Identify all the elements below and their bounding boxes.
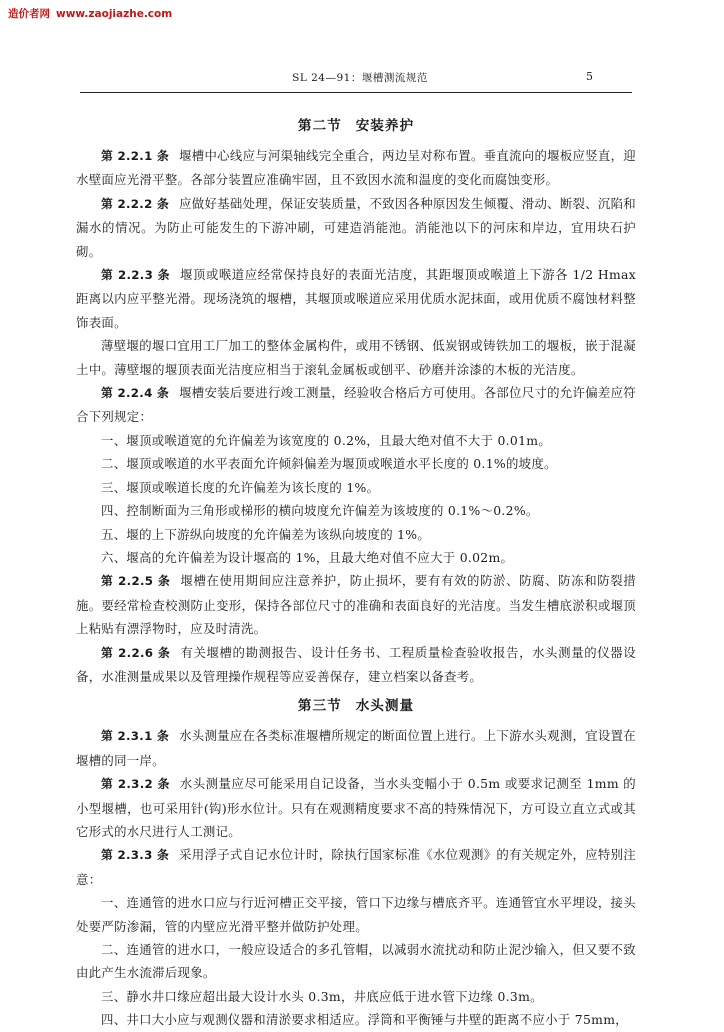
paragraph-text: 四、井口大小应与观测仪器和清淤要求相适应。浮筒和平衡锤与井壁的距离不应小于 75mm， — [101, 1012, 628, 1028]
header-rule — [80, 92, 632, 93]
paragraph-text: 四、控制断面为三角形或梯形的横向坡度允许偏差为该坡度的 0.1%～0.2%。 — [101, 503, 539, 519]
paragraph-text: 堰槽安装后要进行竣工测量，经验收合格后方可使用。各部位尺寸的允许偏差应符合下列规定： — [76, 385, 636, 425]
paragraph — [76, 891, 636, 938]
paragraph — [76, 381, 636, 429]
document-body — [76, 108, 636, 1032]
watermark — [8, 6, 178, 21]
clause-number: 第 2.2.3 条 — [101, 268, 171, 283]
paragraph-text: 薄壁堰的堰口宜用工厂加工的整体金属构件，或用不锈钢、低炭钢或铸铁加工的堰板，嵌于混凝土中。薄壁堰的堰顶表面光洁度应相当于滚轧金属板或刨平、砂磨并涂漆的木板的光洁度。 — [76, 338, 636, 377]
section-heading-text: 安装养护 — [355, 118, 415, 134]
paragraph-text: 堰槽中心线应与河渠轴线完全重合，两边呈对称布置。垂直流向的堰板应竖直，迎水壁面应光滑平整。各部分装置应准确牢固，且不致因水流和温度的变化而腐蚀变形。 — [76, 148, 636, 188]
paragraph — [76, 263, 636, 334]
paragraph — [76, 192, 636, 263]
paragraph-text: 二、连通管的进水口，一般应设适合的多孔管帽，以减弱水流扰动和防止泥沙输入，但又要不致由此产生水流滞后现象。 — [76, 942, 636, 981]
paragraph — [76, 724, 636, 772]
paragraph-text: 堰顶或喉道应经常保持良好的表面光洁度，其距堰顶或喉道上下游各 1/2 Hmax 距离以内应平整光滑。现场浇筑的堰槽，其堰顶或喉道应采用优质水泥抹面，或用优质不腐蚀材料整饰表面。 — [76, 267, 636, 330]
clause-number: 第 2.2.2 条 — [101, 196, 170, 211]
paragraph — [76, 429, 636, 452]
paragraph-text: 堰槽在使用期间应注意养护，防止损坏，要有有效的防淤、防腐、防冻和防裂措施。要经常检查校测防止变形，保持各部位尺寸的准确和表面良好的光洁度。当发生槽底淤积或堰顶上粘贴有漂浮物时，应及时清洗。 — [76, 573, 636, 637]
paragraph — [76, 938, 636, 985]
paragraph-text: 水头测量应在各类标准堰槽所规定的断面位置上进行。上下游水头观测，宜设置在堰槽的同一岸。 — [76, 728, 636, 768]
page-number: 5 — [586, 70, 593, 83]
paragraph-text: 一、堰顶或喉道宽的允许偏差为该宽度的 0.2%，且最大绝对值不大于 0.01m。 — [101, 432, 552, 448]
paragraph-text: 有关堰槽的勘测报告、设计任务书、工程质量检查验收报告，水头测量的仪器设备，水准测量成果以及管理操作规程等应妥善保存，建立档案以备查考。 — [76, 644, 636, 684]
watermark-url: www.zaojiazhe.com — [56, 8, 173, 20]
section-title — [76, 688, 636, 724]
paragraph — [76, 499, 636, 522]
paragraph-text: 一、连通管的进水口应与行近河槽正交平接，管口下边缘与槽底齐平。连通管宜水平埋设，接头处要严防渗漏，管的内壁应光滑平整并做防护处理。 — [76, 895, 636, 934]
section-title — [76, 108, 636, 144]
section-heading-text: 水头测量 — [355, 698, 415, 715]
clause-number: 第 2.2.4 条 — [101, 386, 170, 401]
paragraph-text: 六、堰高的允许偏差为设计堰高的 1%，且最大绝对值不应大于 0.02m。 — [101, 549, 514, 565]
clause-number: 第 2.2.6 条 — [101, 645, 171, 660]
paragraph — [76, 144, 636, 192]
watermark-site-name: 造价者网 — [8, 8, 50, 20]
paragraph — [76, 843, 636, 891]
section-number: 第三节 — [297, 698, 342, 715]
paragraph — [76, 523, 636, 546]
paragraph-text: 五、堰的上下游纵向坡度的允许偏差为该纵向坡度的 1%。 — [101, 526, 431, 542]
paragraph — [76, 452, 636, 475]
clause-number: 第 2.2.5 条 — [101, 574, 171, 589]
section-number: 第二节 — [297, 118, 342, 134]
paragraph — [76, 569, 636, 640]
paragraph — [76, 985, 636, 1008]
paragraph — [76, 476, 636, 499]
running-head: SL 24—91：堰槽测流规范 — [292, 72, 428, 84]
paragraph-text: 三、静水井口缘应超出最大设计水头 0.3m，井底应低于进水管下边缘 0.3m。 — [101, 988, 543, 1004]
paragraph — [76, 772, 636, 843]
clause-number: 第 2.3.1 条 — [101, 729, 170, 744]
paragraph — [76, 1008, 636, 1031]
paragraph-text: 采用浮子式自记水位计时，除执行国家标准《水位观测》的有关规定外，应特别注意： — [76, 847, 636, 887]
paragraph-text: 水头测量应尽可能采用自记设备，当水头变幅小于 0.5m 或要求记测至 1mm 的小型堰槽，也可采用针(钩)形水位计。只有在观测精度要求不高的特殊情况下，方可设立直立式或其它形式的水尺进行人工测记。 — [76, 776, 636, 839]
paragraph-text: 三、堰顶或喉道长度的允许偏差为该长度的 1%。 — [101, 479, 380, 495]
paragraph-text: 应做好基础处理，保证安装质量，不致因各种原因发生倾覆、滑动、断裂、沉陷和漏水的情况。为防止可能发生的下游冲刷，可建造消能池。消能池以下的河床和岸边，宜用块石护砌。 — [76, 195, 636, 259]
clause-number: 第 2.2.1 条 — [101, 149, 170, 163]
paragraph — [76, 641, 636, 689]
clause-number: 第 2.3.2 条 — [101, 777, 170, 792]
paragraph-text: 二、堰顶或喉道的水平表面允许倾斜偏差为堰顶或喉道水平长度的 0.1%的坡度。 — [101, 456, 557, 472]
clause-number: 第 2.3.3 条 — [101, 848, 170, 863]
paragraph — [76, 334, 636, 381]
paragraph — [76, 546, 636, 569]
